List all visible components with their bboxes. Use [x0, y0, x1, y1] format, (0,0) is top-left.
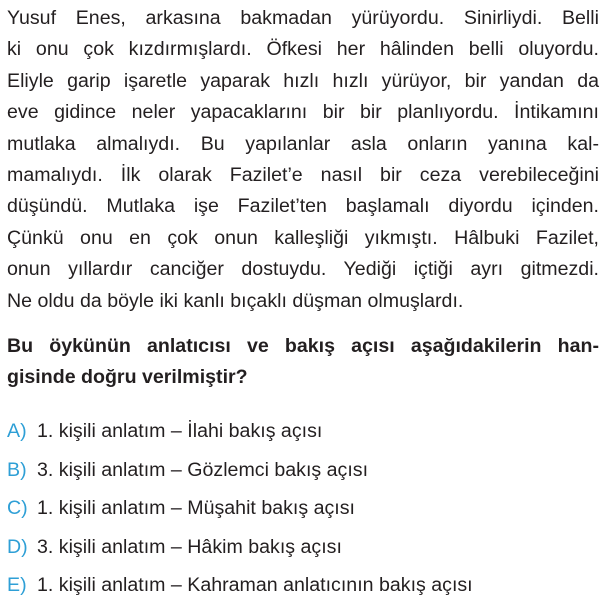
passage-line: mutlaka almalıydı. Bu yapılanlar asla onların yanına kal- — [7, 132, 599, 155]
option-b[interactable] — [7, 455, 599, 494]
question-line: gisinde doğru verilmiştir? — [7, 366, 248, 388]
option-a[interactable] — [7, 416, 599, 455]
passage-line: Yusuf Enes, arkasına bakmadan yürüyordu. Sinirliydi. Belli — [7, 7, 599, 29]
story-passage — [7, 3, 599, 317]
option-letter: E) — [7, 574, 27, 597]
option-e[interactable] — [7, 570, 599, 609]
option-c[interactable] — [7, 493, 599, 532]
question-stem — [7, 331, 599, 393]
passage-line: mamalıydı. İlk olarak Fazilet’e nasıl bir ceza verebileceğini — [7, 163, 599, 186]
option-d[interactable] — [7, 532, 599, 571]
option-letter: A) — [7, 420, 27, 442]
passage-line: onun yıllardır canciğer dostuydu. Yediği içtiği ayrı gitmezdi. — [7, 258, 599, 281]
option-letter: C) — [7, 497, 28, 520]
passage-line: düşündü. Mutlaka işe Fazilet’ten başlamalı diyordu içinden. — [7, 195, 599, 218]
option-letter: D) — [7, 535, 28, 558]
passage-line: Çünkü onu en çok onun kalleşliği yıkmıştı. Hâlbuki Fazilet, — [7, 226, 599, 249]
option-text: 3. kişili anlatım – Hâkim bakış açısı — [37, 535, 342, 558]
option-text: 1. kişili anlatım – Müşahit bakış açısı — [37, 497, 355, 520]
answer-options — [7, 416, 599, 609]
option-text: 3. kişili anlatım – Gözlemci bakış açısı — [37, 458, 369, 481]
option-text: 1. kişili anlatım – Kahraman anlatıcının bakış açısı — [37, 574, 473, 597]
passage-line: Eliyle garip işaretle yaparak hızlı hızlı yürüyor, bir yandan da — [7, 69, 599, 92]
option-letter: B) — [7, 458, 27, 481]
passage-line: eve gidince neler yapacaklarını bir bir planlıyordu. İntikamını — [7, 101, 599, 124]
passage-line: ki onu çok kızdırmışlardı. Öfkesi her hâlinden belli oluyordu. — [7, 38, 599, 61]
passage-line: Ne oldu da böyle iki kanlı bıçaklı düşman olmuşlardı. — [7, 289, 464, 312]
option-text: 1. kişili anlatım – İlahi bakış açısı — [37, 420, 323, 442]
question-line: Bu öykünün anlatıcısı ve bakış açısı aşağıdakilerin han- — [7, 335, 599, 357]
